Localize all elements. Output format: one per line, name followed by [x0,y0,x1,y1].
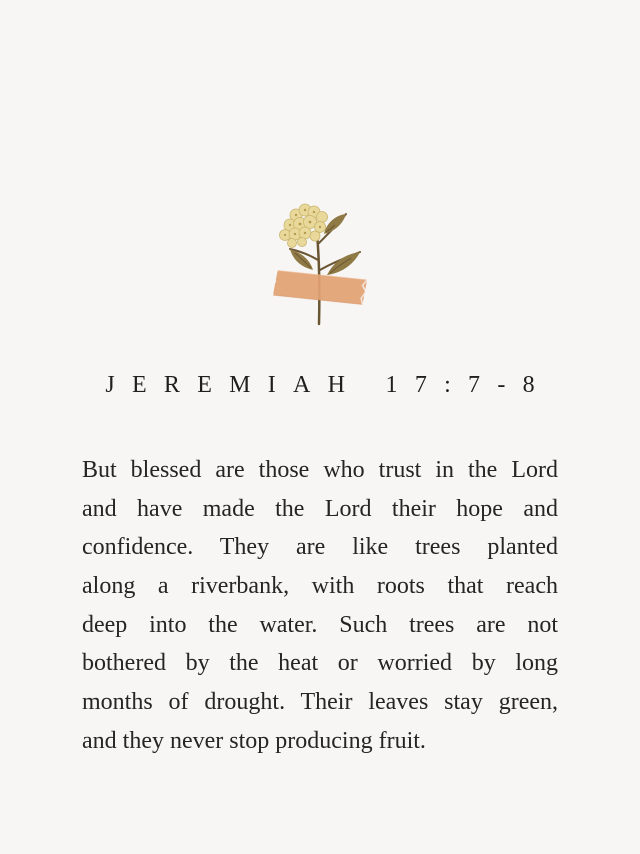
verse-line-1: But blessed are those who trust in the Lord [82,457,558,483]
verse-line-8: and they never stop producing fruit. [82,727,426,754]
verse-line-6: bothered by the heat or worried by long [82,650,558,677]
verse-line-3: confidence. They are like trees planted [82,534,558,561]
verse-line-5: deep into the water. Such trees are not [82,611,558,638]
verse-text [82,451,558,761]
verse-line-7: months of drought. Their leaves stay green, [82,689,558,716]
verse-line-4: along a riverbank, with roots that reach [82,573,558,600]
pressed-flower-with-tape-icon [262,200,378,330]
verse-reference: JEREMIAH 17:7-8 [105,372,552,398]
verse-line-2: and have made the Lord their hope and [82,495,558,522]
